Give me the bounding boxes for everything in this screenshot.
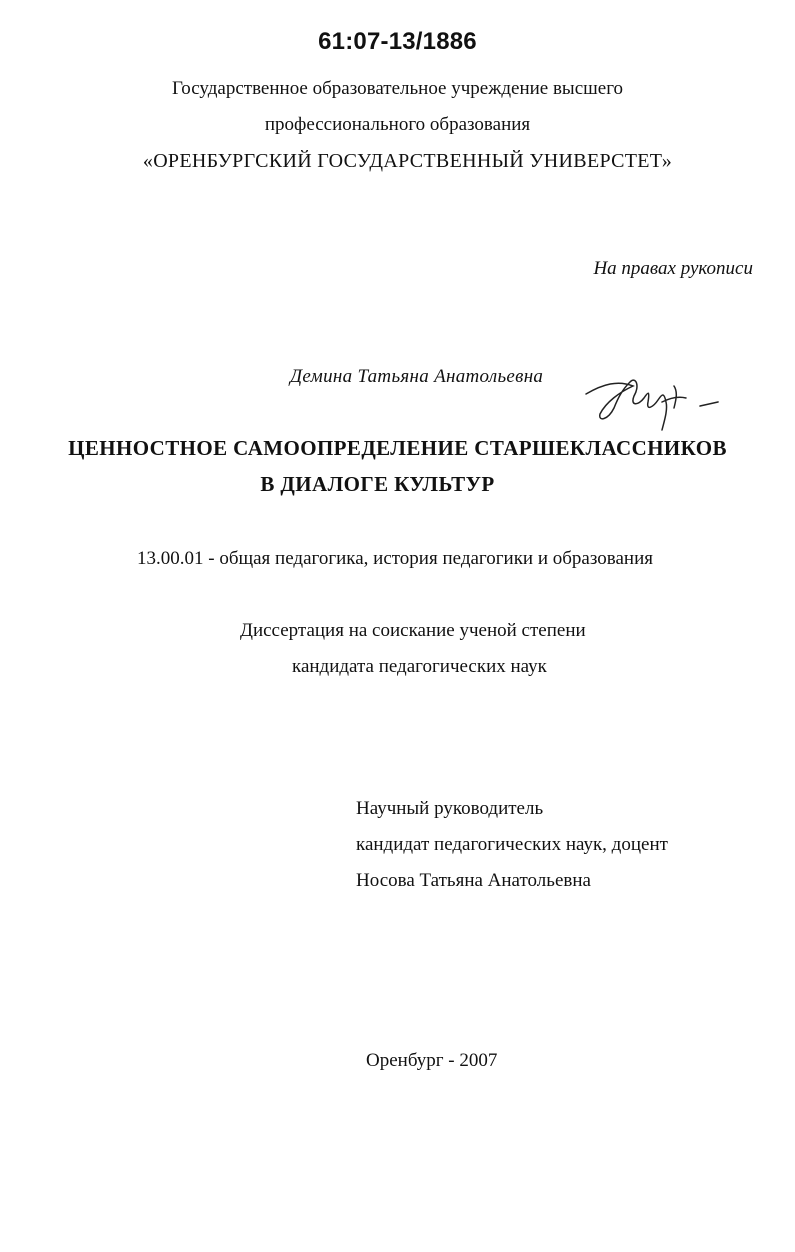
place-year: Оренбург - 2007 xyxy=(366,1050,498,1071)
specialty-code: 13.00.01 - общая педагогика, история педагогики и образования xyxy=(137,548,653,569)
institution-line-1: Государственное образовательное учреждение высшего xyxy=(171,78,624,99)
institution-line-2: профессионального образования xyxy=(264,114,531,135)
dissertation-title-line-2: В ДИАЛОГЕ КУЛЬТУР xyxy=(260,472,495,496)
dissertation-title-line-1: ЦЕННОСТНОЕ САМООПРЕДЕЛЕНИЕ СТАРШЕКЛАССНИКОВ xyxy=(68,436,727,460)
author-name: Демина Татьяна Анатольевна xyxy=(290,366,544,387)
degree-line-2: кандидата педагогических наук xyxy=(292,656,547,677)
author-signature xyxy=(578,362,728,432)
university-name: «ОРЕНБУРГСКИЙ ГОСУДАРСТВЕННЫЙ УНИВЕРСТЕТ» xyxy=(142,150,673,172)
supervisor-degree: кандидат педагогических наук, доцент xyxy=(356,834,668,855)
supervisor-name: Носова Татьяна Анатольевна xyxy=(356,870,591,891)
archive-code: 61:07-13/1886 xyxy=(318,28,477,55)
degree-line-1: Диссертация на соискание ученой степени xyxy=(240,620,586,641)
rights-note: На правах рукописи xyxy=(593,258,753,279)
supervisor-label: Научный руководитель xyxy=(356,798,544,819)
